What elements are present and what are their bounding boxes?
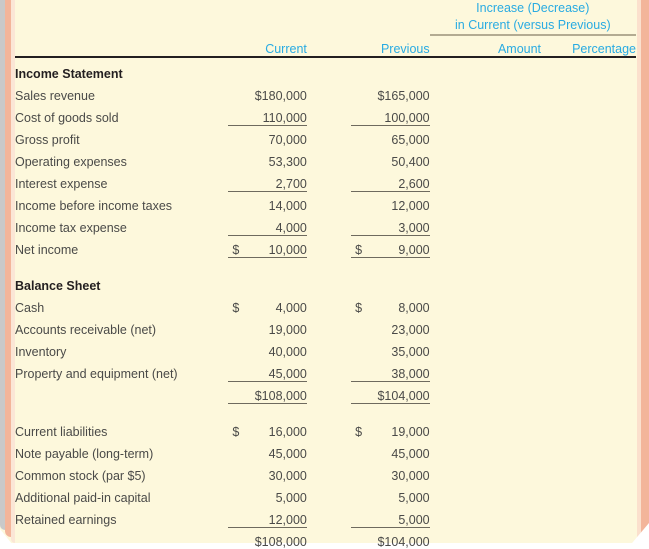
cell-previous: 35,000 xyxy=(391,345,430,359)
cell-previous: 38,000 xyxy=(351,359,430,381)
cell-gap-2 xyxy=(430,337,473,359)
cell-gap-3 xyxy=(541,417,572,439)
section-spacer-cell xyxy=(15,403,636,417)
cell-amount xyxy=(473,337,541,359)
table-body xyxy=(15,59,636,549)
cell-gap-2 xyxy=(430,125,473,147)
cell-gap-1 xyxy=(307,483,351,505)
cell-percentage xyxy=(572,235,636,257)
header-gap-1 xyxy=(307,35,351,57)
cell-gap-2 xyxy=(430,293,473,315)
cell-gap-2 xyxy=(430,417,473,439)
cell-gap-2 xyxy=(430,191,473,213)
cell-current: 110,000 xyxy=(228,103,307,125)
header-span2-pad-gap1 xyxy=(307,17,351,35)
cell-current: $ 10,000 xyxy=(228,235,307,257)
cell-gap-1 xyxy=(307,359,351,381)
cell-percentage xyxy=(572,213,636,235)
cell-gap-3 xyxy=(541,483,572,505)
cell-current: 53,300 xyxy=(268,155,307,169)
cell-gap-3 xyxy=(541,125,572,147)
table-row xyxy=(15,147,636,169)
cell-gap-1 xyxy=(307,337,351,359)
table-row xyxy=(15,125,636,147)
cell-gap-1 xyxy=(307,213,351,235)
cell-gap-3 xyxy=(541,461,572,483)
cell-gap-1 xyxy=(307,169,351,191)
row-label: Note payable (long-term) xyxy=(15,447,154,461)
section-title-pad xyxy=(228,59,307,81)
cell-gap-3 xyxy=(541,169,572,191)
header-col-amount: Amount xyxy=(497,42,542,56)
cell-current: 70,000 xyxy=(268,133,307,147)
header-col-percentage: Percentage xyxy=(572,42,636,56)
section-title-pad xyxy=(473,59,541,81)
cell-gap-2 xyxy=(430,381,473,403)
cell-gap-2 xyxy=(430,315,473,337)
cell-percentage xyxy=(572,125,636,147)
cell-previous: 23,000 xyxy=(391,323,430,337)
cell-current: $108,000 xyxy=(228,527,307,549)
cell-current: 2,700 xyxy=(228,169,307,191)
section-title-pad xyxy=(572,59,636,81)
cell-amount xyxy=(473,169,541,191)
section-title: Income Statement xyxy=(15,67,123,81)
cell-gap-1 xyxy=(307,147,351,169)
header-span2-pad-previous xyxy=(351,17,430,35)
header-increase-decrease-line2: in Current (versus Previous) xyxy=(430,17,636,35)
cell-gap-1 xyxy=(307,103,351,125)
row-label xyxy=(15,381,228,403)
cell-gap-2 xyxy=(430,461,473,483)
table-row xyxy=(15,103,636,125)
header-col-previous: Previous xyxy=(380,42,430,56)
cell-previous: $104,000 xyxy=(351,527,430,549)
page-edge-right xyxy=(641,0,649,549)
cell-current: $108,000 xyxy=(228,381,307,403)
cell-current: $180,000 xyxy=(254,89,307,103)
row-label: Additional paid-in capital xyxy=(15,491,151,505)
cell-amount xyxy=(473,235,541,257)
table-row xyxy=(15,337,636,359)
cell-amount xyxy=(473,315,541,337)
currency-symbol: $ xyxy=(232,301,240,315)
cell-gap-3 xyxy=(541,381,572,403)
cell-gap-3 xyxy=(541,293,572,315)
section-title-pad xyxy=(430,59,473,81)
section-title-pad xyxy=(541,271,572,293)
cell-percentage xyxy=(572,191,636,213)
cell-previous: 45,000 xyxy=(391,447,430,461)
table-row xyxy=(15,439,636,461)
cell-amount xyxy=(473,381,541,403)
section-spacer-row xyxy=(15,403,636,417)
cell-gap-1 xyxy=(307,505,351,527)
cell-current: 40,000 xyxy=(268,345,307,359)
cell-gap-2 xyxy=(430,169,473,191)
row-label: Gross profit xyxy=(15,133,80,147)
cell-amount xyxy=(473,125,541,147)
section-title: Balance Sheet xyxy=(15,279,101,293)
cell-gap-3 xyxy=(541,147,572,169)
header-span-row-1 xyxy=(15,0,636,17)
cell-current: 45,000 xyxy=(268,447,307,461)
cell-gap-3 xyxy=(541,81,572,103)
cell-amount xyxy=(473,417,541,439)
currency-symbol: $ xyxy=(355,242,363,257)
header-increase-decrease-line1: Increase (Decrease) xyxy=(476,1,590,15)
cell-gap-2 xyxy=(430,439,473,461)
section-title-pad xyxy=(228,271,307,293)
cell-gap-2 xyxy=(430,505,473,527)
header-span-pad-gap1 xyxy=(307,0,351,17)
cell-gap-2 xyxy=(430,483,473,505)
cell-gap-2 xyxy=(430,527,473,549)
cell-percentage xyxy=(572,527,636,549)
cell-amount xyxy=(473,213,541,235)
cell-previous: 5,000 xyxy=(398,491,430,505)
table-row xyxy=(15,417,636,439)
table-row xyxy=(15,293,636,315)
cell-gap-1 xyxy=(307,125,351,147)
currency-symbol: $ xyxy=(355,425,363,439)
cell-percentage xyxy=(572,483,636,505)
currency-symbol: $ xyxy=(232,425,240,439)
cell-current: $ 4,000 xyxy=(228,293,307,315)
currency-symbol: $ xyxy=(355,301,363,315)
cell-previous: 3,000 xyxy=(351,213,430,235)
row-label: Cost of goods sold xyxy=(15,111,119,125)
cell-amount xyxy=(473,483,541,505)
cell-percentage xyxy=(572,315,636,337)
cell-current: 5,000 xyxy=(275,491,307,505)
table-row xyxy=(15,81,636,103)
cell-gap-2 xyxy=(430,81,473,103)
header-span-pad-previous xyxy=(351,0,430,17)
cell-current: 30,000 xyxy=(268,469,307,483)
cell-amount xyxy=(473,527,541,549)
section-title-pad xyxy=(541,59,572,81)
currency-symbol: $ xyxy=(232,242,240,257)
cell-gap-3 xyxy=(541,505,572,527)
cell-gap-2 xyxy=(430,235,473,257)
header-span-pad-left xyxy=(15,0,228,17)
table-row xyxy=(15,359,636,381)
section-title-pad xyxy=(351,59,430,81)
header-gap-2 xyxy=(430,35,473,57)
cell-amount xyxy=(473,461,541,483)
cell-amount xyxy=(473,191,541,213)
cell-gap-1 xyxy=(307,381,351,403)
table-row xyxy=(15,381,636,403)
cell-gap-3 xyxy=(541,359,572,381)
cell-previous: $ 19,000 xyxy=(351,417,430,439)
row-label: Inventory xyxy=(15,345,67,359)
cell-previous: 2,600 xyxy=(351,169,430,191)
cell-percentage xyxy=(572,461,636,483)
cell-gap-1 xyxy=(307,315,351,337)
table-row xyxy=(15,235,636,257)
cell-gap-2 xyxy=(430,213,473,235)
cell-amount xyxy=(473,293,541,315)
cell-percentage xyxy=(572,381,636,403)
table-row xyxy=(15,213,636,235)
cell-gap-2 xyxy=(430,103,473,125)
table-row xyxy=(15,483,636,505)
cell-previous: 12,000 xyxy=(391,199,430,213)
cell-gap-1 xyxy=(307,81,351,103)
cell-amount xyxy=(473,359,541,381)
section-title-pad xyxy=(307,271,351,293)
section-title-row xyxy=(15,271,636,293)
section-title-pad xyxy=(572,271,636,293)
cell-gap-1 xyxy=(307,461,351,483)
cell-amount xyxy=(473,81,541,103)
cell-current: 4,000 xyxy=(228,213,307,235)
cell-gap-1 xyxy=(307,439,351,461)
cell-amount xyxy=(473,439,541,461)
cell-percentage xyxy=(572,103,636,125)
cell-gap-3 xyxy=(541,103,572,125)
row-label: Income before income taxes xyxy=(15,199,173,213)
header-col-current: Current xyxy=(265,42,307,56)
cell-percentage xyxy=(572,293,636,315)
cell-current: 14,000 xyxy=(268,199,307,213)
cell-gap-1 xyxy=(307,417,351,439)
cell-percentage xyxy=(572,439,636,461)
row-label: Retained earnings xyxy=(15,513,117,527)
section-title-pad xyxy=(351,271,430,293)
cell-previous: $ 9,000 xyxy=(351,235,430,257)
header-gap-3 xyxy=(541,35,572,57)
cell-gap-2 xyxy=(430,359,473,381)
cell-gap-1 xyxy=(307,527,351,549)
cell-previous: $ 8,000 xyxy=(351,293,430,315)
cell-percentage xyxy=(572,147,636,169)
cell-amount xyxy=(473,147,541,169)
table-row xyxy=(15,461,636,483)
cell-previous: 100,000 xyxy=(351,103,430,125)
cell-previous: 5,000 xyxy=(351,505,430,527)
header-column-row xyxy=(15,35,636,57)
cell-gap-3 xyxy=(541,439,572,461)
cell-percentage xyxy=(572,417,636,439)
table-row xyxy=(15,505,636,527)
cell-gap-2 xyxy=(430,147,473,169)
cell-percentage xyxy=(572,337,636,359)
header-span-row-2 xyxy=(15,17,636,35)
header-span2-pad-current xyxy=(228,17,307,35)
cell-gap-1 xyxy=(307,293,351,315)
table-row xyxy=(15,315,636,337)
section-spacer-cell xyxy=(15,257,636,271)
cell-current: 19,000 xyxy=(268,323,307,337)
cell-percentage xyxy=(572,505,636,527)
section-title-pad xyxy=(307,59,351,81)
cell-gap-3 xyxy=(541,235,572,257)
cell-previous: $104,000 xyxy=(351,381,430,403)
cell-previous: 65,000 xyxy=(391,133,430,147)
table-row xyxy=(15,191,636,213)
row-label: Current liabilities xyxy=(15,425,108,439)
cell-gap-1 xyxy=(307,191,351,213)
section-title-row xyxy=(15,59,636,81)
cell-gap-3 xyxy=(541,315,572,337)
cell-current: $ 16,000 xyxy=(228,417,307,439)
section-title-pad xyxy=(473,271,541,293)
cell-percentage xyxy=(572,359,636,381)
cell-amount xyxy=(473,505,541,527)
cell-gap-1 xyxy=(307,235,351,257)
table-row xyxy=(15,527,636,549)
table-header xyxy=(15,0,636,59)
cell-previous: $165,000 xyxy=(377,89,430,103)
financial-comparison-table xyxy=(15,0,636,549)
cell-previous: 50,400 xyxy=(391,155,430,169)
header-span2-pad-left xyxy=(15,17,228,35)
section-title-pad xyxy=(430,271,473,293)
row-label: Operating expenses xyxy=(15,155,127,169)
row-label: Sales revenue xyxy=(15,89,95,103)
header-label-blank xyxy=(15,35,228,57)
cell-current: 12,000 xyxy=(228,505,307,527)
row-label: Common stock (par $5) xyxy=(15,469,146,483)
row-label: Interest expense xyxy=(15,177,108,191)
row-label: Accounts receivable (net) xyxy=(15,323,157,337)
cell-previous: 30,000 xyxy=(391,469,430,483)
row-label: Cash xyxy=(15,301,45,315)
cell-gap-3 xyxy=(541,527,572,549)
cell-amount xyxy=(473,103,541,125)
cell-percentage xyxy=(572,169,636,191)
cell-gap-3 xyxy=(541,337,572,359)
cell-current: 45,000 xyxy=(228,359,307,381)
header-span-pad-current xyxy=(228,0,307,17)
cell-gap-3 xyxy=(541,191,572,213)
section-spacer-row xyxy=(15,257,636,271)
row-label: Income tax expense xyxy=(15,221,127,235)
table-row xyxy=(15,169,636,191)
row-label: Net income xyxy=(15,243,79,257)
row-label xyxy=(15,527,228,549)
cell-percentage xyxy=(572,81,636,103)
cell-gap-3 xyxy=(541,213,572,235)
row-label: Property and equipment (net) xyxy=(15,367,178,381)
